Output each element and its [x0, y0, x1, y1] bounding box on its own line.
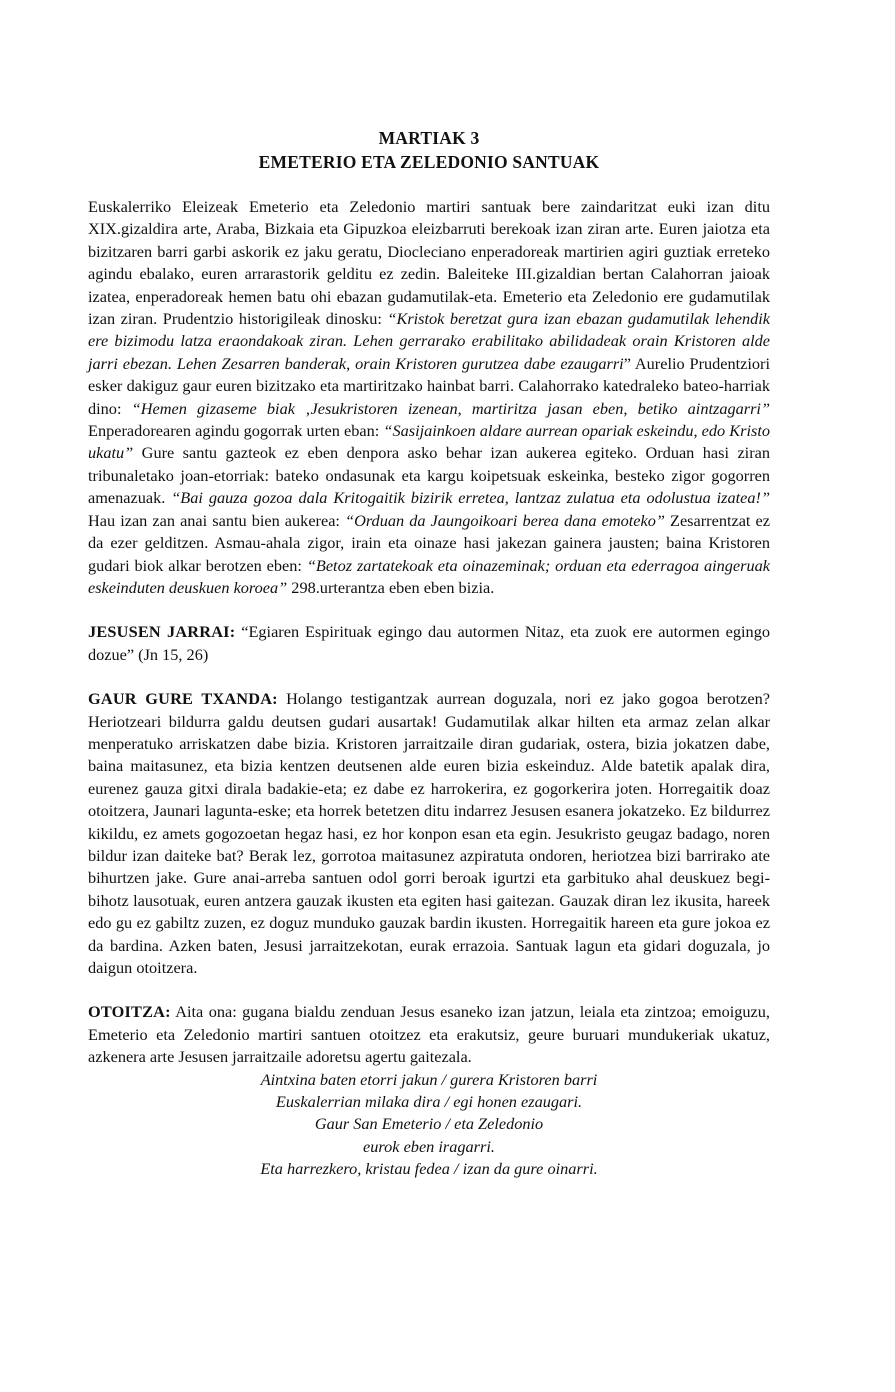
verse-line: Eta harrezkero, kristau fedea / izan da gure oinarri.: [260, 1159, 598, 1179]
gaur-gure-txanda-label: GAUR GURE TXANDA:: [88, 689, 278, 709]
intro-quote: “Hemen gizaseme biak ‚Jesukristoren izenean, martiritza jasan eben, betiko aintzagarri”: [131, 398, 770, 418]
verse-line: eurok eben iragarri.: [363, 1136, 495, 1156]
intro-segment: Hau izan zan anai santu bien aukerea:: [88, 510, 346, 530]
intro-segment: 298.urterantza eben eben bizia.: [287, 577, 495, 597]
intro-segment: Enperadorearen agindu gogorrak urten eban:: [88, 421, 384, 441]
intro-quote: “Bai gauza gozoa dala Kritogaitik bizirik erretea, lantzaz zulatua eta odolustua izatea!”: [171, 488, 771, 508]
intro-quote: “Orduan da Jaungoikoari berea dana emoteko”: [345, 510, 665, 530]
otoitza-section: [88, 1001, 770, 1068]
intro-quote: “Kristok beretzat gura izan ebazan gudamutilak lehendik ere bizimodu latza eraondakoak ziran. Lehen gerrarako erabilitako abilidadeak orain Kristoren alde jarri ebezan. Lehen Zesarren banderak, orain Kristoren gurutzea dabe ezaugarri: [88, 309, 771, 373]
gaur-gure-txanda-section: [88, 688, 770, 979]
document-page: [88, 126, 770, 1181]
jesusen-jarrai-text: “Egiaren Espirituak egingo dau autormen Nitaz, eta zuok ere autormen egingo dozue” (Jn 15, 26): [88, 622, 770, 664]
page-date-heading: MARTIAK 3: [378, 128, 480, 148]
intro-segment: Euskalerriko Eleizeak Emeterio eta Zeledonio martiri santuak bere zaindaritzat euki izan ditu XIX.gizaldira arte, Araba, Bizkaia eta Gipuzkoa eleizbarruti berekoak izan ziran arte. Euren jaiotza eta bizitzaren barri garbi askorik ez jaku geratu, Diocleciano enperadoreak martirien agiri guztiak erreteko agindu ebalako, euren arrarastorik gelditu ez zedin. Baleiteke III.gizaldian bertan Calahorran jaioak izatea, enperadoreak hemen batu ohi ebazan gudamutilak-eta. Emeterio eta Zeledonio ere gudamutilak izan ziran. Prudentzio historigileak dinosku:: [88, 197, 770, 329]
intro-segment: Zesarrentzat ez da ezer gelditzen. Asmau-ahala zigor, irain eta oinaze hasi jakezan gainera jausten; baina Kristoren gudari biok alkar berotzen eben:: [88, 510, 770, 575]
verse-line: Euskalerrian milaka dira / egi honen ezaugari.: [275, 1092, 583, 1112]
page-title: EMETERIO ETA ZELEDONIO SANTUAK: [258, 152, 600, 172]
jesusen-jarrai-section: [88, 621, 770, 666]
verse-line: Gaur San Emeterio / eta Zeledonio: [314, 1114, 544, 1134]
intro-quote: “Betoz zartatekoak eta oinazeminak; orduan eta ederragoa aingeruak eskeinduten deuskuen koroea”: [88, 555, 770, 597]
verse-line: Aintxina baten etorri jakun / gurera Kristoren barri: [260, 1069, 598, 1089]
intro-segment: ” Aurelio Prudentziori esker dakiguz gaur euren bizitzako eta martiritzako hainbat barri. Calahorrako katedraleko bateo-harriak dino:: [88, 353, 770, 418]
intro-segment: Gure santu gazteok ez eben denpora asko behar izan aukerea egiteko. Orduan hasi ziran tribunaletako joan-etorriak: bateko ondasunak eta kargu koipetsuak eskeinka, besteko zigor gogorren amenazuak.: [88, 443, 770, 508]
intro-quote: “Sasijainkoen aldare aurrean opariak eskeindu, edo Kristo ukatu”: [88, 421, 770, 463]
otoitza-label: OTOITZA:: [88, 1002, 171, 1022]
intro-paragraph: [88, 196, 770, 599]
gaur-gure-txanda-text: Holango testigantzak aurrean doguzala, nori ez jako gogoa berotzen? Heriotzeari bildurra galdu deutsen gudari ausartak! Gudamutilak alkar hilten eta armaz zelan alkar menperatuko arriskatzen dabe bizia. Kristoren jarraitzaile diran gudariak, ostera, bizia jokatzen dabe, baina maitasunez, eta bizia kentzen deutsenen alde euren bizia eskeinduz. Alde batetik apalak dira, eurenez gauza gitxi dirala badakie-eta; ez dabe ez harrokerira, ez gogorkerira joten. Horregaitik doaz otoitzera, Jaunari lagunta-eske; eta horrek betetzen ditu indarrez Jesusen esanera jokatzeko. Ez bildurrez kikildu, ez amets gogozoetan hegaz hasi, ez hor konpon esan eta egin. Jesukristo geugaz badago, noren bildur izan daiteke bat? Berak lez, gorrotoa maitasunez azpiratuta ondoren, heriotzea bizi barrirako ate bihurtzen jake. Gure anai-arreba santuen odol gorri beroak igurtzi eta garbituko ahal deuskuez begi-bihotz lausotuak, euren antzera gauzak ikusten eta egiten hasi gaitezan. Gauzak diran lez ikusita, hareek edo gu ez gabiltz zuzen, ez doguz munduko gauzak bardin ikusten. Horregaitik hareen eta gure jokoa ez da bardina. Azken baten, Jesusi jarraitzekotan, eurak errazoia. Santuak lagun eta gidari doguzala, jo daigun otoitzera.: [88, 689, 770, 977]
otoitza-text: Aita ona: gugana bialdu zenduan Jesus esaneko izan jatzun, leiala eta zintzoa; emoiguzu, Emeterio eta Zeledonio martiri santuen otoitzez eta erakutsiz, geure buruari mundukeriak ukatuz, azkenera arte Jesusen jarraitzaile adoretsu agertu gaitezala.: [88, 1002, 770, 1067]
jesusen-jarrai-label: JESUSEN JARRAI:: [88, 622, 236, 642]
